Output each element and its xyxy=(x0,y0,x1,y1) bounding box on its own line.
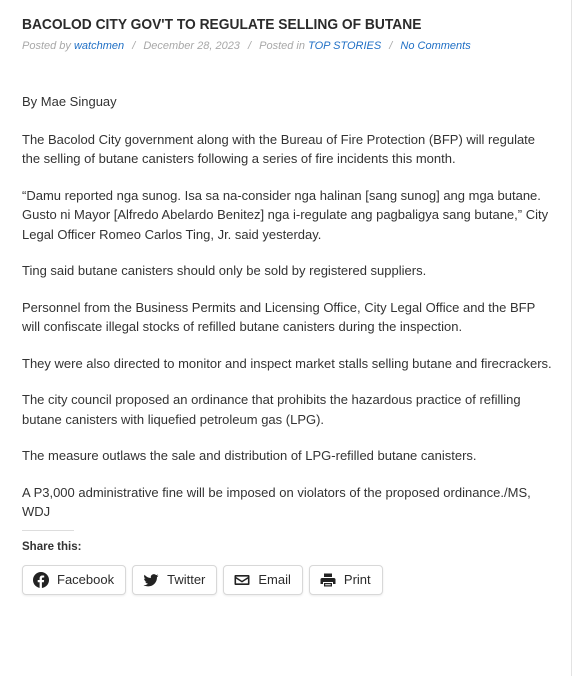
page-edge-border xyxy=(571,0,572,676)
share-buttons xyxy=(22,565,553,595)
paragraph: A P3,000 administrative fine will be imposed on violators of the proposed ordinance./MS, WDJ xyxy=(22,484,531,519)
meta-separator: / xyxy=(132,40,136,52)
twitter-icon xyxy=(143,572,159,588)
meta-separator: / xyxy=(248,40,252,52)
posted-by-label: Posted by xyxy=(22,40,71,52)
paragraph: “Damu reported nga sunog. Isa sa na-consider nga halinan [sang sunog] ang mga butane. Gusto ni Mayor [Alfredo Abelardo Benitez] nga i-regulate ang pagbaligya sang butane,” City Legal Officer Romeo Carlos Ting, Jr. said yesterday. xyxy=(22,187,549,242)
article-title: BACOLOD CITY GOV'T TO REGULATE SELLING OF BUTANE xyxy=(22,16,422,33)
posted-in-label: Posted in xyxy=(259,40,305,52)
meta-separator: / xyxy=(389,40,393,52)
share-email-label: Email xyxy=(258,572,291,587)
paragraph: Ting said butane canisters should only be sold by registered suppliers. xyxy=(22,263,427,278)
share-facebook-label: Facebook xyxy=(57,572,115,587)
share-twitter-button[interactable] xyxy=(132,565,217,595)
post-date: December 28, 2023 xyxy=(143,40,240,52)
share-email-button[interactable] xyxy=(223,565,303,595)
author-link[interactable]: watchmen xyxy=(73,40,125,52)
byline: By Mae Singuay xyxy=(22,94,117,109)
share-divider xyxy=(22,530,74,531)
paragraph: The measure outlaws the sale and distribution of LPG-refilled butane canisters. xyxy=(22,448,477,463)
facebook-icon xyxy=(33,572,49,588)
share-print-label: Print xyxy=(343,572,371,587)
paragraph: The city council proposed an ordinance that prohibits the hazardous practice of refilling butane canisters with liquefied petroleum gas (LPG). xyxy=(22,392,521,427)
paragraph: Personnel from the Business Permits and Licensing Office, City Legal Office and the BFP will confiscate illegal stocks of refilled butane canisters during the inspection. xyxy=(22,299,536,334)
paragraph: The Bacolod City government along with the Bureau of Fire Protection (BFP) will regulate the selling of butane canisters following a series of fire incidents this month. xyxy=(22,131,536,166)
share-title: Share this: xyxy=(22,540,82,553)
post-meta xyxy=(22,40,553,52)
share-facebook-button[interactable] xyxy=(22,565,126,595)
share-twitter-label: Twitter xyxy=(167,572,206,587)
article-content xyxy=(22,92,553,522)
print-icon xyxy=(320,572,336,588)
category-link[interactable]: TOP STORIES xyxy=(308,40,382,52)
email-icon xyxy=(234,572,250,588)
comments-link[interactable]: No Comments xyxy=(400,40,471,52)
paragraph: They were also directed to monitor and inspect market stalls selling butane and firecrackers. xyxy=(22,355,552,371)
share-print-button[interactable] xyxy=(309,565,383,595)
